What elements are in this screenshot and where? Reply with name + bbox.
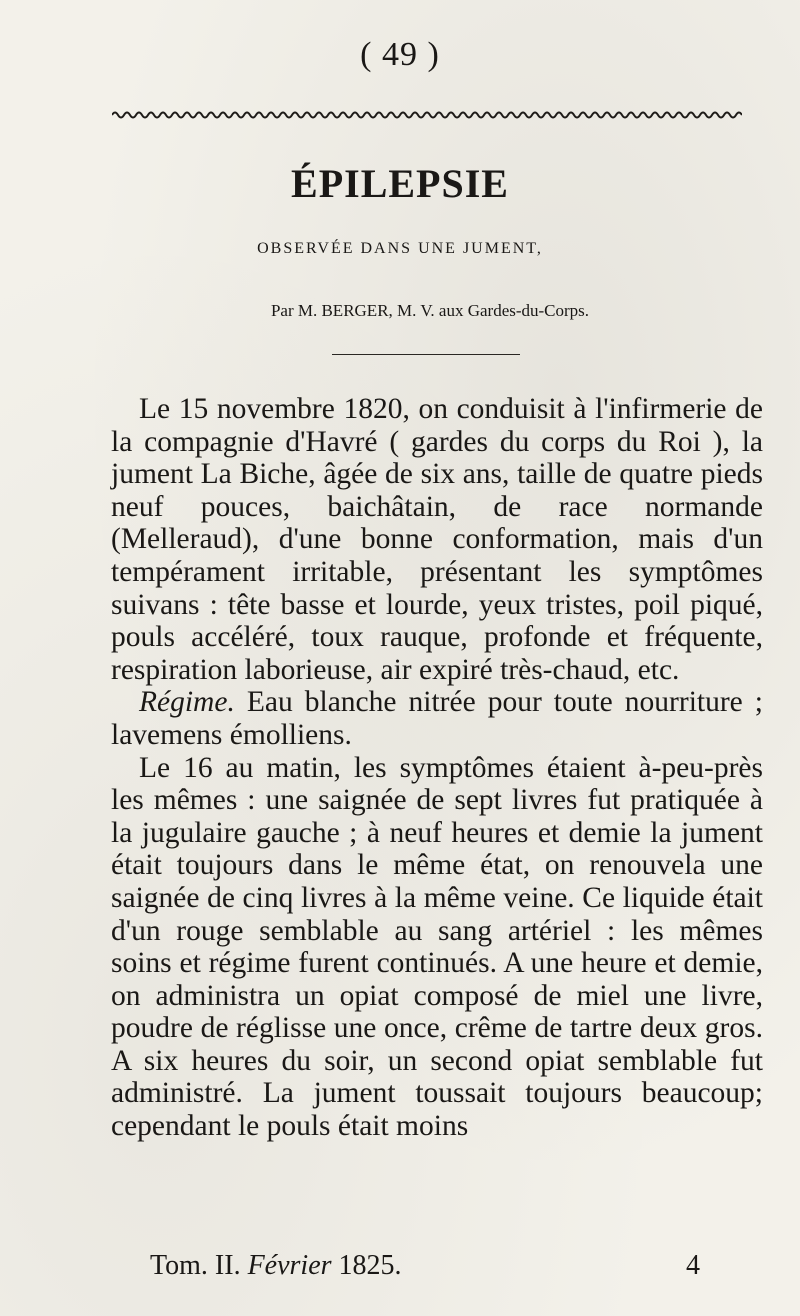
paragraph: Le 15 novembre 1820, on conduisit à l'infirmerie de la compagnie d'Havré ( gardes du corps du Roi ), la jument La Biche, âgée de six ans, taille de quatre pieds neuf pouces, baichâtain, de race normande (Melleraud), d'une bonne conformation, mais d'un tempérament irritable, présentant les symptômes suivans : tête basse et lourde, yeux tristes, poil piqué, pouls accéléré, toux rauque, profonde et fréquente, respiration laborieuse, air expiré très-chaud, etc. [111,393,763,686]
article-title: ÉPILEPSIE [291,161,509,206]
footer-tome: Tom. II. [150,1250,241,1281]
signature-mark: 4 [686,1250,700,1281]
footer-year: 1825. [338,1250,402,1281]
page-footer [150,1250,710,1290]
footer-citation [150,1250,402,1282]
article-subtitle: OBSERVÉE DANS UNE JUMENT, [257,240,543,257]
footer-month: Février [247,1250,332,1281]
regime-label: Régime. [139,686,235,719]
paragraph: Le 16 au matin, les symptômes étaient à-peu-près les mêmes : une saignée de sept livres fut pratiquée à la jugulaire gauche ; à neuf heures et demie la jument était toujours dans le même état, on renouvela une saignée de cinq livres à la même veine. Ce liquide était d'un rouge semblable au sang artériel : les mêmes soins et régime furent continués. A une heure et demie, on administra un opiat composé de miel une livre, poudre de réglisse une once, crême de tartre deux gros. A six heures du soir, un second opiat semblable fut administré. La jument toussait toujours beaucoup; cependant le pouls était moins [111,751,763,1143]
article-body [111,393,763,1143]
wavy-rule [112,108,742,122]
page-number: ( 49 ) [360,36,440,73]
paragraph [111,686,763,751]
separator-rule [332,354,520,355]
article-author: Par M. BERGER, M. V. aux Gardes-du-Corps. [270,301,590,320]
regime-text: Eau blanche nitrée pour toute nourriture ; lavemens émolliens. [111,686,763,751]
